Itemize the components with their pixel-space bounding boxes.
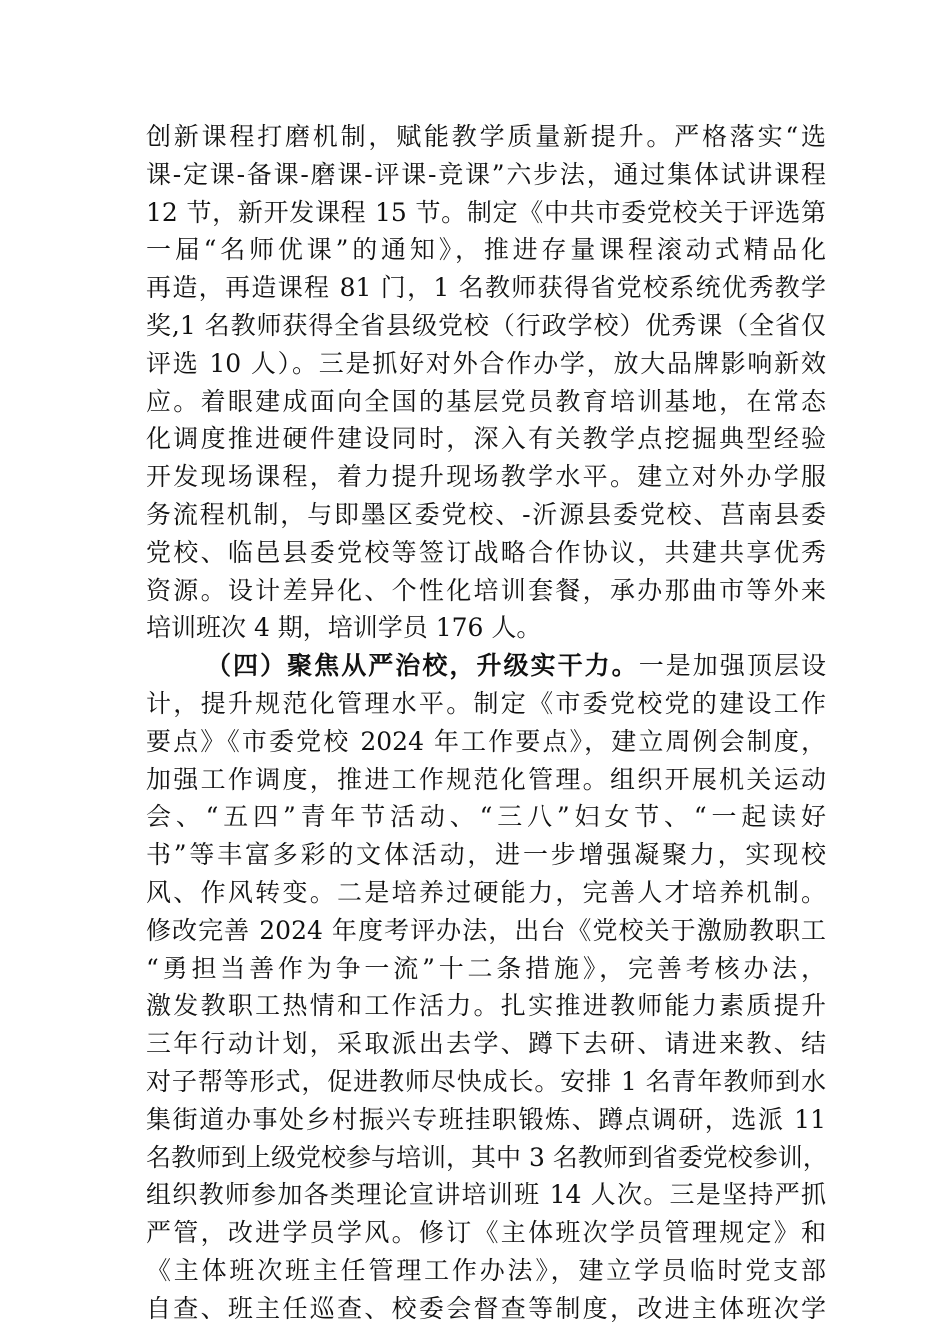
paragraph-course-polishing <box>146 118 826 647</box>
text-line: 《主体班次班主任管理工作办法》，建立学员临时党支部 <box>146 1255 826 1285</box>
text-line: 培训班次 4 期，培训学员 176 人。 <box>146 613 542 643</box>
text-line: 三年行动计划，采取派出去学、蹲下去研、请进来教、结 <box>146 1029 826 1059</box>
text-line: 资源。设计差异化、个性化培训套餐，承办那曲市等外来 <box>146 575 826 605</box>
text-line: 加强工作调度，推进工作规范化管理。组织开展机关运动 <box>146 764 826 794</box>
text-line: 自查、班主任巡查、校委会督查等制度，改进主体班次学 <box>146 1293 826 1323</box>
text-line: 风、作风转变。二是培养过硬能力，完善人才培养机制。 <box>146 877 826 907</box>
text-line: 书”等丰富多彩的文体活动，进一步增强凝聚力，实现校 <box>146 840 826 870</box>
text-line: 党校、临邑县委党校等签订战略合作协议，共建共享优秀 <box>146 537 826 567</box>
section-heading: （四）聚焦从严治校，升级实干力。 <box>206 651 639 681</box>
text-line: 会、“五四”青年节活动、“三八”妇女节、“一起读好 <box>146 802 826 832</box>
section-heading-line <box>146 647 826 685</box>
text-line: 开发现场课程，着力提升现场教学水平。建立对外办学服 <box>146 462 826 492</box>
text-line: 务流程机制，与即墨区委党校、-沂源县委党校、莒南县委 <box>146 499 826 529</box>
text-line: 名教师到上级党校参与培训，其中 3 名教师到省委党校参训， <box>146 1142 828 1172</box>
heading-line-rest: 一是加强顶层设 <box>638 651 826 681</box>
paragraph-strict-governance <box>146 647 826 1327</box>
text-line: 课-定课-备课-磨课-评课-竞课”六步法，通过集体试讲课程 <box>146 159 826 189</box>
text-line: 应。着眼建成面向全国的基层党员教育培训基地，在常态 <box>146 386 826 416</box>
text-line: 再造，再造课程 81 门，1 名教师获得省党校系统优秀教学 <box>146 273 826 303</box>
text-line: 集街道办事处乡村振兴专班挂职锻炼、蹲点调研，选派 11 <box>146 1104 826 1134</box>
text-line: 一届“名师优课”的通知》，推进存量课程滚动式精品化 <box>146 235 826 265</box>
body-text <box>146 118 826 1328</box>
text-line: 12 节，新开发课程 15 节。制定《中共市委党校关于评选第 <box>146 197 826 227</box>
text-line: 对子帮等形式，促进教师尽快成长。安排 1 名青年教师到水 <box>146 1066 826 1096</box>
text-line: 组织教师参加各类理论宣讲培训班 14 人次。三是坚持严抓 <box>146 1180 826 1210</box>
text-line: 创新课程打磨机制，赋能教学质量新提升。严格落实“选 <box>146 122 826 151</box>
text-line: 奖,1 名教师获得全省县级党校（行政学校）优秀课（全省仅 <box>146 310 826 340</box>
text-line: 化调度推进硬件建设同时，深入有关教学点挖掘典型经验 <box>146 424 826 454</box>
text-line: 要点》《市委党校 2024 年工作要点》，建立周例会制度， <box>146 726 826 756</box>
text-line: 评选 10 人）。三是抓好对外合作办学，放大品牌影响新效 <box>146 348 826 378</box>
text-line: 计，提升规范化管理水平。制定《市委党校党的建设工作 <box>146 688 826 718</box>
text-line: “勇担当善作为争一流”十二条措施》，完善考核办法， <box>146 953 826 983</box>
text-line: 激发教职工热情和工作活力。扎实推进教师能力素质提升 <box>146 991 826 1021</box>
text-line: 修改完善 2024 年度考评办法，出台《党校关于激励教职工 <box>146 915 826 945</box>
text-line: 严管，改进学员学风。修订《主体班次学员管理规定》和 <box>146 1218 826 1248</box>
